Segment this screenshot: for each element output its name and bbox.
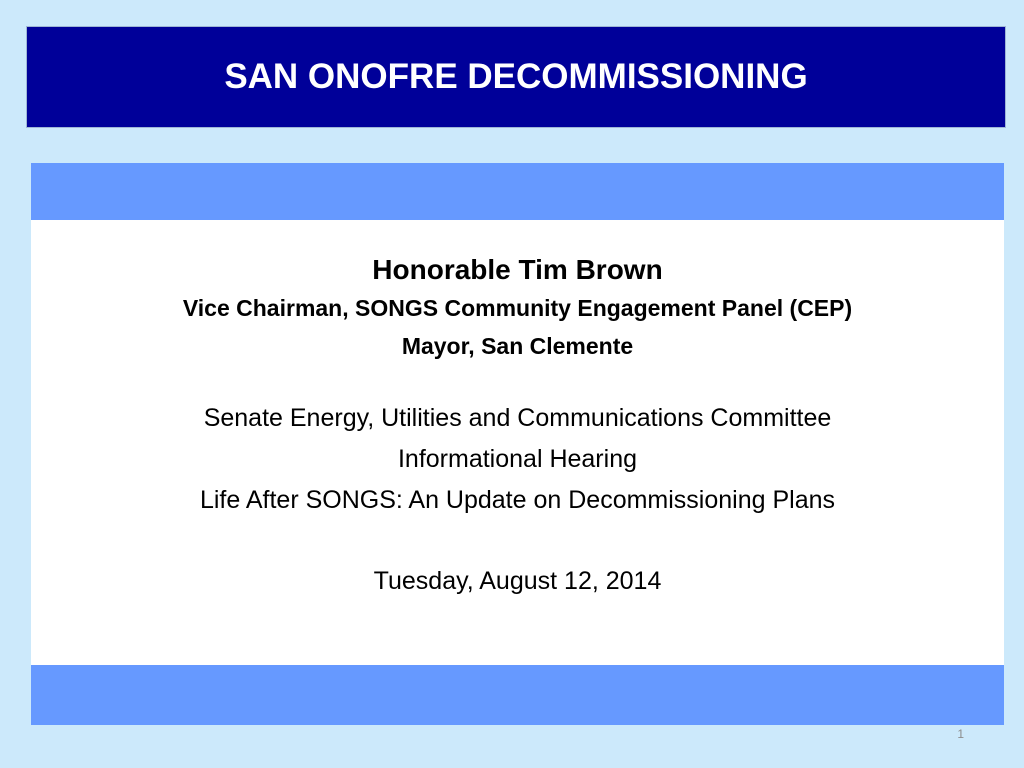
event-date: Tuesday, August 12, 2014 [373,567,662,595]
content-block [31,251,1004,602]
slide-number: 1 [957,727,964,741]
top-accent-band [31,163,1004,220]
title-banner [26,26,1006,128]
speaker-role-vice-chairman: Vice Chairman, SONGS Community Engagement Panel (CEP) [182,295,853,321]
slide-title: SAN ONOFRE DECOMMISSIONING [224,57,808,96]
spacer [31,521,1004,561]
spacer [31,365,1004,398]
content-panel [31,163,1004,725]
bottom-accent-band [31,665,1004,725]
event-committee: Senate Energy, Utilities and Communications Committee [203,404,832,432]
speaker-role-mayor: Mayor, San Clemente [401,333,634,359]
event-hearing-type: Informational Hearing [397,445,637,473]
speaker-name: Honorable Tim Brown [372,254,663,285]
event-hearing-title: Life After SONGS: An Update on Decommissioning Plans [199,486,836,514]
